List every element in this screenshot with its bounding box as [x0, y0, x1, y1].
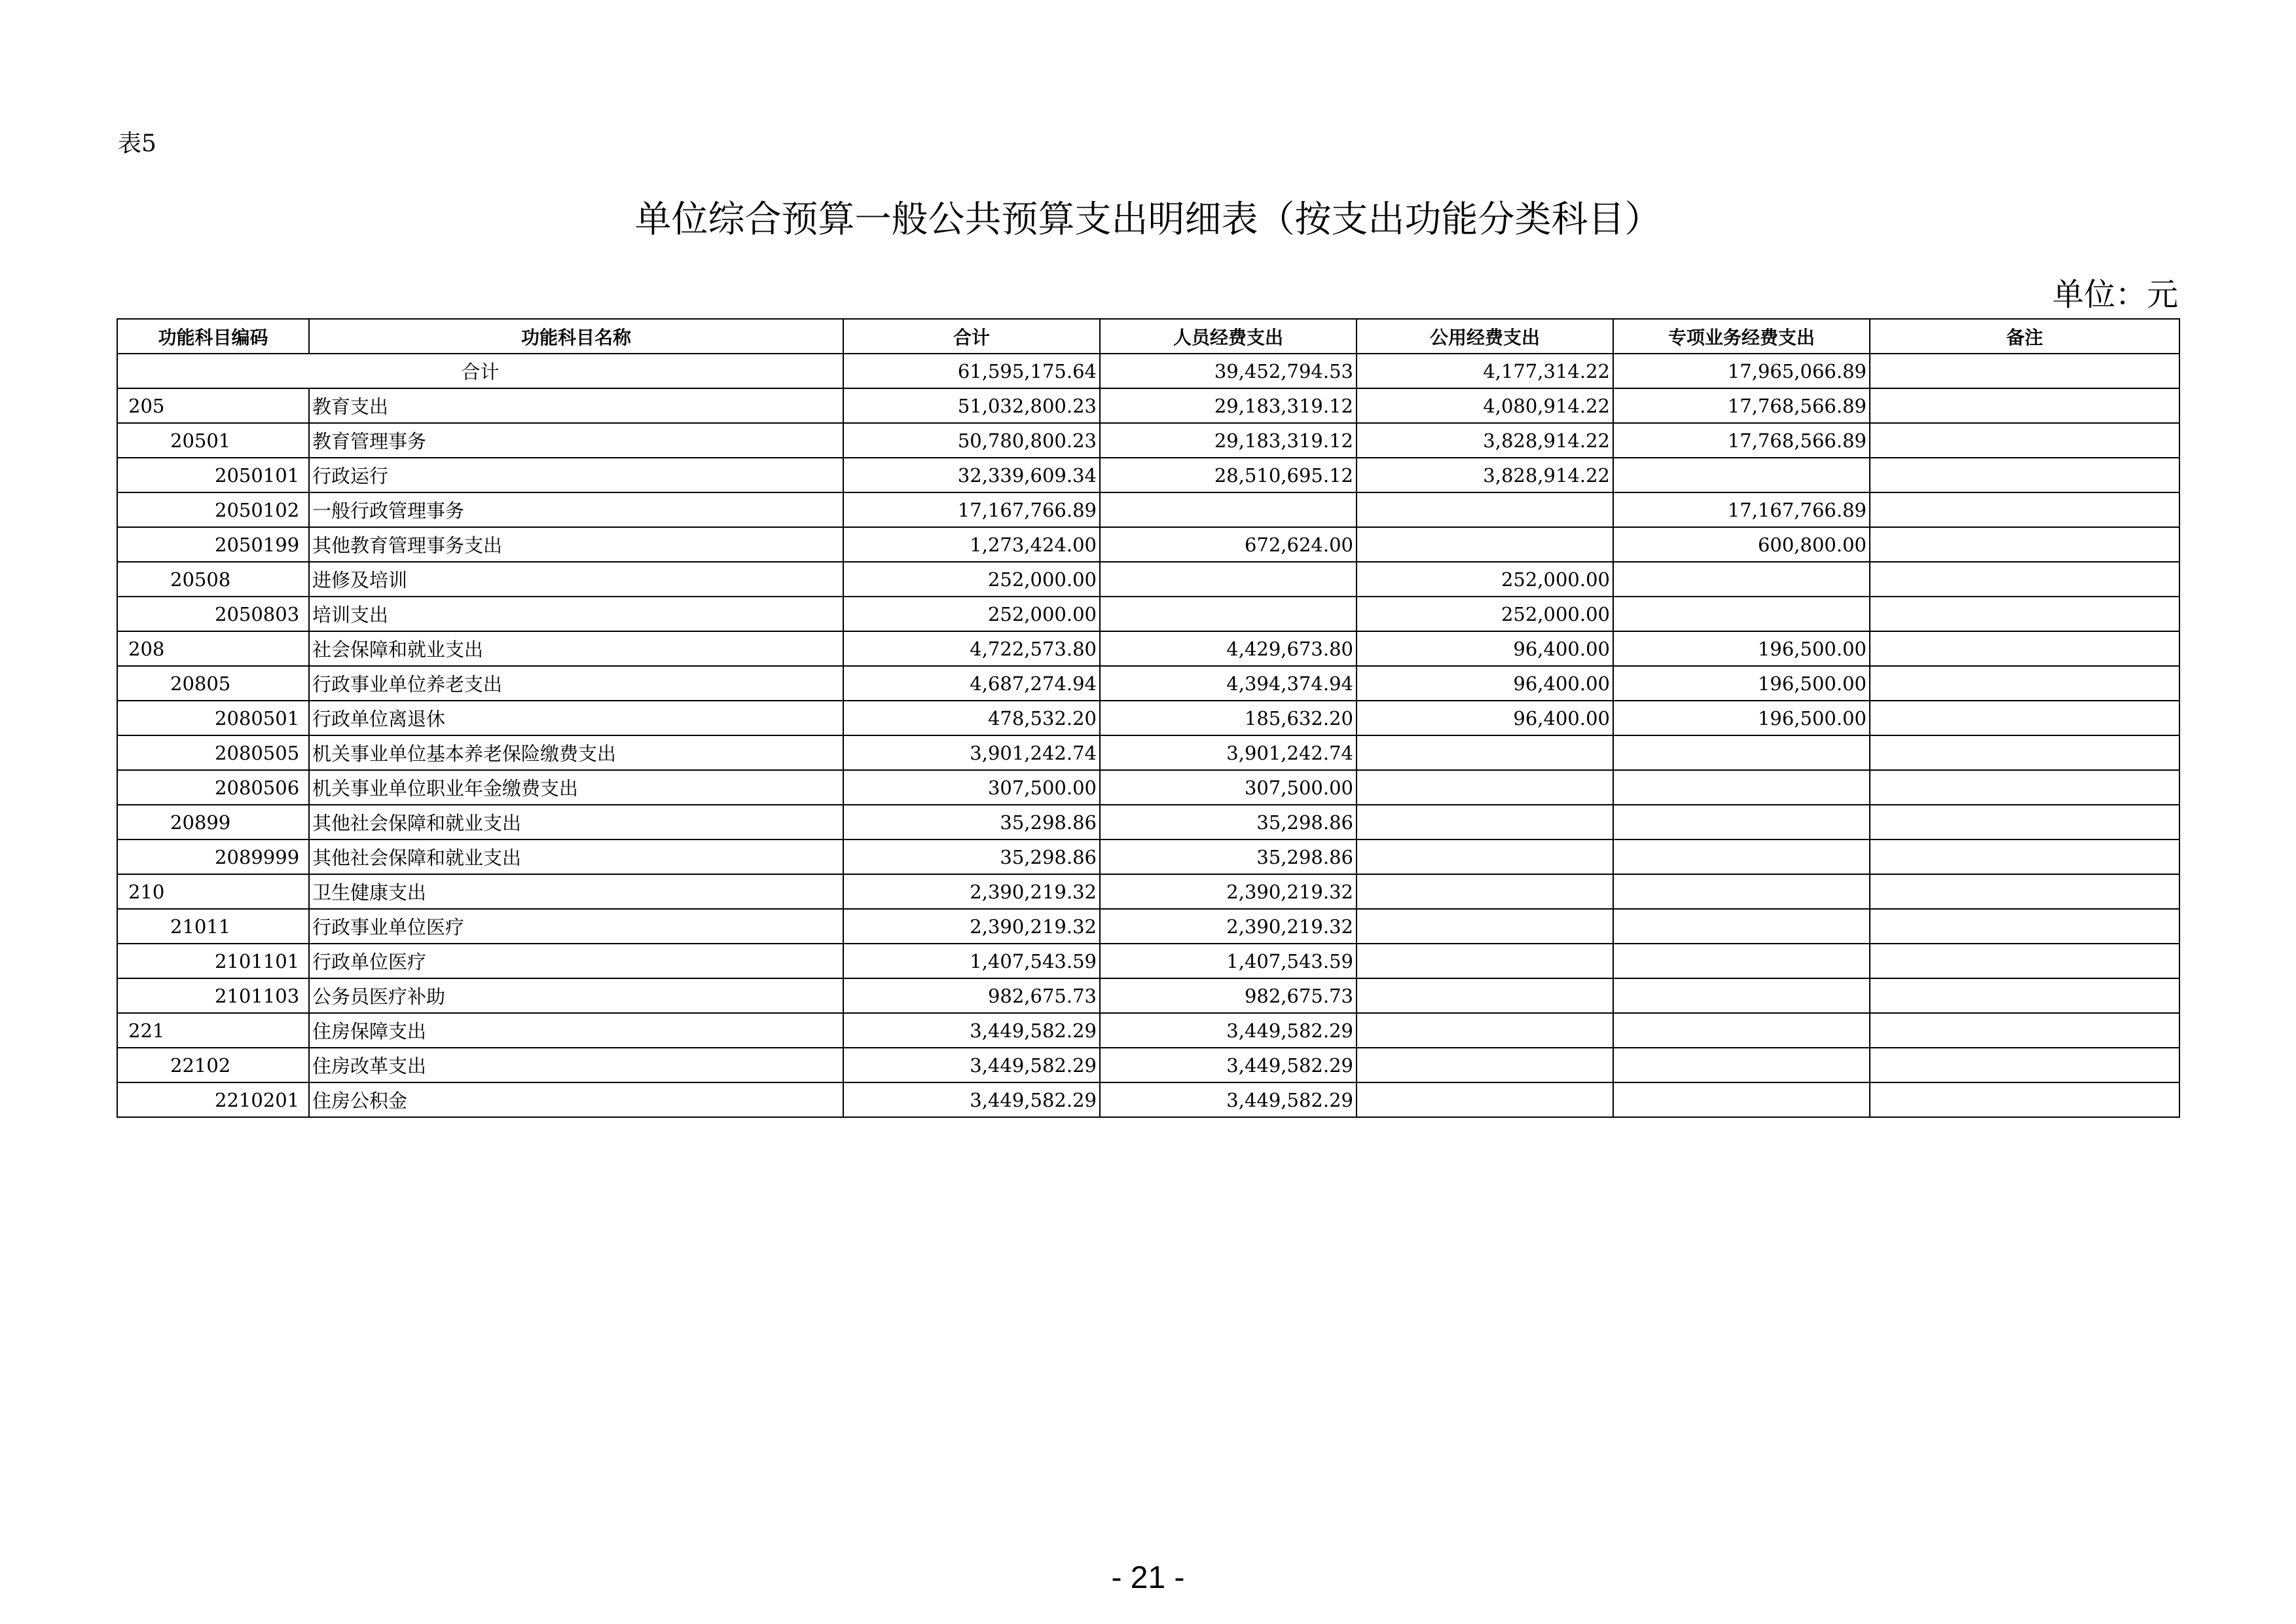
table-row — [117, 944, 2179, 978]
row-public — [1357, 1082, 1613, 1117]
table-row — [117, 1013, 2179, 1048]
table-row — [117, 597, 2179, 631]
header-personnel: 人员经费支出 — [1100, 319, 1357, 354]
table-row — [117, 805, 2179, 840]
row-code: 2080501 — [117, 701, 309, 735]
row-special: 196,500.00 — [1613, 666, 1870, 701]
header-name: 功能科目名称 — [309, 319, 843, 354]
row-code: 2101101 — [117, 944, 309, 978]
header-row — [117, 319, 2179, 354]
row-personnel: 3,449,582.29 — [1100, 1048, 1357, 1082]
row-remark — [1870, 978, 2179, 1013]
row-special — [1613, 458, 1870, 492]
row-name: 行政事业单位医疗 — [309, 909, 843, 944]
row-personnel: 2,390,219.32 — [1100, 874, 1357, 909]
row-total: 51,032,800.23 — [843, 388, 1100, 423]
row-total: 3,449,582.29 — [843, 1082, 1100, 1117]
total-row-remark — [1870, 354, 2179, 388]
row-public: 96,400.00 — [1357, 701, 1613, 735]
table-body — [117, 354, 2179, 1117]
row-name: 住房保障支出 — [309, 1013, 843, 1048]
header-public: 公用经费支出 — [1357, 319, 1613, 354]
table-row — [117, 631, 2179, 666]
row-code: 205 — [117, 388, 309, 423]
header-special: 专项业务经费支出 — [1613, 319, 1870, 354]
row-special — [1613, 735, 1870, 770]
row-public — [1357, 978, 1613, 1013]
row-public — [1357, 944, 1613, 978]
row-total: 982,675.73 — [843, 978, 1100, 1013]
row-remark — [1870, 701, 2179, 735]
row-personnel — [1100, 597, 1357, 631]
row-personnel — [1100, 562, 1357, 597]
total-row-label: 合计 — [117, 354, 843, 388]
table-row — [117, 527, 2179, 562]
table-row — [117, 388, 2179, 423]
row-total: 1,407,543.59 — [843, 944, 1100, 978]
table-row — [117, 423, 2179, 458]
row-remark — [1870, 805, 2179, 840]
page-number: - 21 - — [1111, 1560, 1185, 1595]
row-code: 2050102 — [117, 492, 309, 527]
row-public: 252,000.00 — [1357, 597, 1613, 631]
total-row-personnel: 39,452,794.53 — [1100, 354, 1357, 388]
row-remark — [1870, 666, 2179, 701]
row-total: 1,273,424.00 — [843, 527, 1100, 562]
row-code: 20899 — [117, 805, 309, 840]
row-special — [1613, 1082, 1870, 1117]
row-name: 卫生健康支出 — [309, 874, 843, 909]
row-total: 3,449,582.29 — [843, 1013, 1100, 1048]
row-public — [1357, 805, 1613, 840]
row-remark — [1870, 597, 2179, 631]
row-name: 其他社会保障和就业支出 — [309, 805, 843, 840]
header-code: 功能科目编码 — [117, 319, 309, 354]
row-public: 3,828,914.22 — [1357, 423, 1613, 458]
row-name: 教育管理事务 — [309, 423, 843, 458]
row-special — [1613, 1013, 1870, 1048]
total-row-public: 4,177,314.22 — [1357, 354, 1613, 388]
row-remark — [1870, 631, 2179, 666]
row-code: 210 — [117, 874, 309, 909]
row-total: 17,167,766.89 — [843, 492, 1100, 527]
table-row — [117, 458, 2179, 492]
table-row — [117, 1048, 2179, 1082]
table-row — [117, 840, 2179, 874]
row-name: 社会保障和就业支出 — [309, 631, 843, 666]
row-name: 公务员医疗补助 — [309, 978, 843, 1013]
row-special: 196,500.00 — [1613, 631, 1870, 666]
table-header — [117, 319, 2179, 354]
row-personnel: 3,901,242.74 — [1100, 735, 1357, 770]
table-row — [117, 492, 2179, 527]
budget-table — [117, 318, 2180, 1118]
row-personnel: 982,675.73 — [1100, 978, 1357, 1013]
row-special: 17,167,766.89 — [1613, 492, 1870, 527]
row-personnel: 35,298.86 — [1100, 805, 1357, 840]
total-row-total: 61,595,175.64 — [843, 354, 1100, 388]
row-personnel: 307,500.00 — [1100, 770, 1357, 805]
row-personnel: 4,429,673.80 — [1100, 631, 1357, 666]
row-special: 17,768,566.89 — [1613, 423, 1870, 458]
row-remark — [1870, 840, 2179, 874]
row-total: 252,000.00 — [843, 597, 1100, 631]
row-remark — [1870, 562, 2179, 597]
row-code: 2080506 — [117, 770, 309, 805]
row-name: 行政单位医疗 — [309, 944, 843, 978]
row-special — [1613, 874, 1870, 909]
total-row — [117, 354, 2179, 388]
table-row — [117, 562, 2179, 597]
row-special: 600,800.00 — [1613, 527, 1870, 562]
row-code: 2050101 — [117, 458, 309, 492]
row-code: 221 — [117, 1013, 309, 1048]
row-total: 3,449,582.29 — [843, 1048, 1100, 1082]
row-remark — [1870, 458, 2179, 492]
row-name: 机关事业单位职业年金缴费支出 — [309, 770, 843, 805]
row-public — [1357, 527, 1613, 562]
row-total: 478,532.20 — [843, 701, 1100, 735]
row-personnel: 29,183,319.12 — [1100, 388, 1357, 423]
row-name: 进修及培训 — [309, 562, 843, 597]
unit-label: 单位：元 — [2052, 276, 2178, 313]
row-special: 17,768,566.89 — [1613, 388, 1870, 423]
row-name: 其他社会保障和就业支出 — [309, 840, 843, 874]
row-personnel: 2,390,219.32 — [1100, 909, 1357, 944]
row-total: 32,339,609.34 — [843, 458, 1100, 492]
table-row — [117, 909, 2179, 944]
row-name: 其他教育管理事务支出 — [309, 527, 843, 562]
row-special — [1613, 944, 1870, 978]
row-total: 2,390,219.32 — [843, 874, 1100, 909]
row-special — [1613, 1048, 1870, 1082]
row-special — [1613, 840, 1870, 874]
row-personnel: 3,449,582.29 — [1100, 1082, 1357, 1117]
table-row — [117, 1082, 2179, 1117]
row-name: 行政事业单位养老支出 — [309, 666, 843, 701]
row-public: 4,080,914.22 — [1357, 388, 1613, 423]
row-personnel: 672,624.00 — [1100, 527, 1357, 562]
row-name: 行政单位离退休 — [309, 701, 843, 735]
row-remark — [1870, 1082, 2179, 1117]
row-special: 196,500.00 — [1613, 701, 1870, 735]
row-public: 3,828,914.22 — [1357, 458, 1613, 492]
row-public — [1357, 874, 1613, 909]
row-public: 96,400.00 — [1357, 666, 1613, 701]
row-name: 教育支出 — [309, 388, 843, 423]
row-public — [1357, 909, 1613, 944]
row-code: 208 — [117, 631, 309, 666]
row-total: 35,298.86 — [843, 840, 1100, 874]
row-public: 96,400.00 — [1357, 631, 1613, 666]
row-code: 2210201 — [117, 1082, 309, 1117]
row-public — [1357, 492, 1613, 527]
row-code: 2050803 — [117, 597, 309, 631]
row-public — [1357, 1013, 1613, 1048]
row-remark — [1870, 909, 2179, 944]
row-total: 4,722,573.80 — [843, 631, 1100, 666]
row-remark — [1870, 944, 2179, 978]
row-special — [1613, 562, 1870, 597]
row-remark — [1870, 492, 2179, 527]
row-code: 20501 — [117, 423, 309, 458]
row-code: 2050199 — [117, 527, 309, 562]
row-special — [1613, 770, 1870, 805]
row-special — [1613, 978, 1870, 1013]
row-remark — [1870, 770, 2179, 805]
row-special — [1613, 597, 1870, 631]
row-remark — [1870, 388, 2179, 423]
row-total: 3,901,242.74 — [843, 735, 1100, 770]
total-row-special: 17,965,066.89 — [1613, 354, 1870, 388]
row-name: 行政运行 — [309, 458, 843, 492]
row-code: 20805 — [117, 666, 309, 701]
row-code: 2101103 — [117, 978, 309, 1013]
row-personnel — [1100, 492, 1357, 527]
row-total: 307,500.00 — [843, 770, 1100, 805]
row-personnel: 4,394,374.94 — [1100, 666, 1357, 701]
row-total: 2,390,219.32 — [843, 909, 1100, 944]
row-personnel: 29,183,319.12 — [1100, 423, 1357, 458]
header-remark: 备注 — [1870, 319, 2179, 354]
row-public: 252,000.00 — [1357, 562, 1613, 597]
row-public — [1357, 840, 1613, 874]
row-name: 一般行政管理事务 — [309, 492, 843, 527]
table-row — [117, 701, 2179, 735]
page-title: 单位综合预算一般公共预算支出明细表（按支出功能分类科目） — [634, 198, 1662, 241]
row-remark — [1870, 1013, 2179, 1048]
row-total: 50,780,800.23 — [843, 423, 1100, 458]
row-public — [1357, 1048, 1613, 1082]
row-code: 21011 — [117, 909, 309, 944]
row-name: 住房公积金 — [309, 1082, 843, 1117]
row-code: 22102 — [117, 1048, 309, 1082]
table-row — [117, 770, 2179, 805]
row-public — [1357, 735, 1613, 770]
row-total: 4,687,274.94 — [843, 666, 1100, 701]
row-personnel: 3,449,582.29 — [1100, 1013, 1357, 1048]
row-personnel: 185,632.20 — [1100, 701, 1357, 735]
row-name: 住房改革支出 — [309, 1048, 843, 1082]
row-code: 2080505 — [117, 735, 309, 770]
table-row — [117, 978, 2179, 1013]
row-remark — [1870, 1048, 2179, 1082]
table-row — [117, 666, 2179, 701]
row-special — [1613, 805, 1870, 840]
row-code: 2089999 — [117, 840, 309, 874]
row-remark — [1870, 735, 2179, 770]
row-personnel: 28,510,695.12 — [1100, 458, 1357, 492]
row-public — [1357, 770, 1613, 805]
row-remark — [1870, 423, 2179, 458]
row-total: 35,298.86 — [843, 805, 1100, 840]
row-special — [1613, 909, 1870, 944]
row-name: 培训支出 — [309, 597, 843, 631]
row-name: 机关事业单位基本养老保险缴费支出 — [309, 735, 843, 770]
table-label: 表5 — [118, 130, 156, 157]
row-code: 20508 — [117, 562, 309, 597]
row-total: 252,000.00 — [843, 562, 1100, 597]
header-total: 合计 — [843, 319, 1100, 354]
row-remark — [1870, 527, 2179, 562]
row-personnel: 35,298.86 — [1100, 840, 1357, 874]
table-row — [117, 874, 2179, 909]
row-remark — [1870, 874, 2179, 909]
row-personnel: 1,407,543.59 — [1100, 944, 1357, 978]
table-row — [117, 735, 2179, 770]
